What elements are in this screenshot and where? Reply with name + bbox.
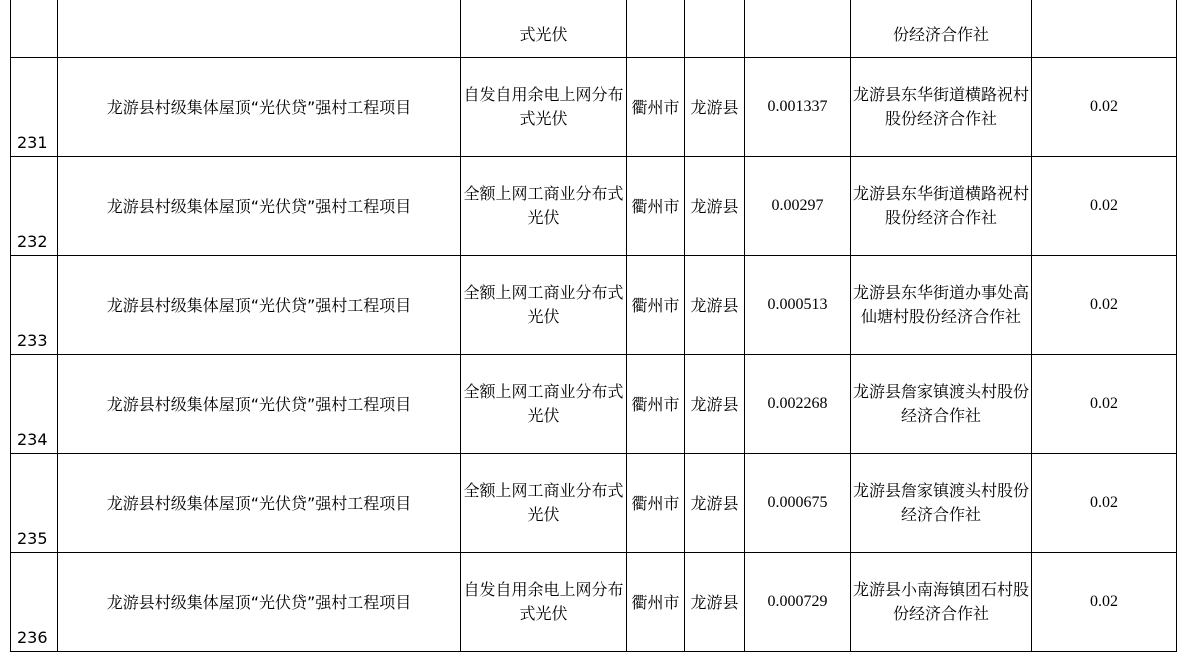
ratio-cell: 0.02: [1032, 255, 1177, 354]
index-cell: 236: [11, 552, 58, 651]
table-row: [11, 156, 1177, 255]
cooperative-cell: 龙游县东华街道横路祝村 股份经济合作社: [851, 57, 1032, 156]
capacity-cell: 0.00297: [745, 156, 851, 255]
county-cell: [685, 0, 745, 57]
capacity-cell: 0.000513: [745, 255, 851, 354]
ratio-cell: 0.02: [1032, 57, 1177, 156]
project-name-cell: 龙游县村级集体屋顶“光伏贷”强村工程项目: [58, 255, 461, 354]
capacity-cell: 0.001337: [745, 57, 851, 156]
county-cell: 龙游县: [685, 552, 745, 651]
cooperative-cell: 龙游县詹家镇渡头村股份 经济合作社: [851, 354, 1032, 453]
ratio-cell: [1032, 0, 1177, 57]
city-cell: 衢州市: [627, 57, 685, 156]
ratio-cell: 0.02: [1032, 552, 1177, 651]
county-cell: 龙游县: [685, 255, 745, 354]
ratio-cell: 0.02: [1032, 354, 1177, 453]
capacity-cell: [745, 0, 851, 57]
project-name-cell: 龙游县村级集体屋顶“光伏贷”强村工程项目: [58, 453, 461, 552]
cooperative-cell: 龙游县小南海镇团石村股 份经济合作社: [851, 552, 1032, 651]
table-row: [11, 255, 1177, 354]
capacity-cell: 0.000729: [745, 552, 851, 651]
table-row: [11, 0, 1177, 57]
project-name-cell: 龙游县村级集体屋顶“光伏贷”强村工程项目: [58, 552, 461, 651]
cooperative-cell: 龙游县詹家镇渡头村股份 经济合作社: [851, 453, 1032, 552]
city-cell: [627, 0, 685, 57]
city-cell: 衢州市: [627, 552, 685, 651]
project-type-cell: 全额上网工商业分布式 光伏: [461, 453, 627, 552]
index-cell: 233: [11, 255, 58, 354]
city-cell: 衢州市: [627, 354, 685, 453]
county-cell: 龙游县: [685, 354, 745, 453]
project-type-cell: 自发自用余电上网分布 式光伏: [461, 552, 627, 651]
ratio-cell: 0.02: [1032, 156, 1177, 255]
project-name-cell: 龙游县村级集体屋顶“光伏贷”强村工程项目: [58, 156, 461, 255]
cooperative-cell: 龙游县东华街道横路祝村 股份经济合作社: [851, 156, 1032, 255]
capacity-cell: 0.002268: [745, 354, 851, 453]
project-name-cell: 龙游县村级集体屋顶“光伏贷”强村工程项目: [58, 354, 461, 453]
county-cell: 龙游县: [685, 57, 745, 156]
project-type-cell: 全额上网工商业分布式 光伏: [461, 354, 627, 453]
index-cell: 231: [11, 57, 58, 156]
capacity-cell: 0.000675: [745, 453, 851, 552]
county-cell: 龙游县: [685, 453, 745, 552]
project-name-cell: [58, 0, 461, 57]
table-row: [11, 552, 1177, 651]
county-cell: 龙游县: [685, 156, 745, 255]
project-type-cell: 式光伏: [461, 0, 627, 57]
city-cell: 衢州市: [627, 453, 685, 552]
index-cell: 232: [11, 156, 58, 255]
project-type-cell: 全额上网工商业分布式 光伏: [461, 255, 627, 354]
project-name-cell: 龙游县村级集体屋顶“光伏贷”强村工程项目: [58, 57, 461, 156]
table-row: [11, 57, 1177, 156]
table-row: [11, 354, 1177, 453]
index-cell: 234: [11, 354, 58, 453]
cooperative-cell: 龙游县东华街道办事处高 仙塘村股份经济合作社: [851, 255, 1032, 354]
project-table: [10, 0, 1177, 652]
ratio-cell: 0.02: [1032, 453, 1177, 552]
cooperative-cell: 份经济合作社: [851, 0, 1032, 57]
index-cell: 235: [11, 453, 58, 552]
index-cell: [11, 0, 58, 57]
project-type-cell: 全额上网工商业分布式 光伏: [461, 156, 627, 255]
project-type-cell: 自发自用余电上网分布 式光伏: [461, 57, 627, 156]
table-row: [11, 453, 1177, 552]
city-cell: 衢州市: [627, 255, 685, 354]
city-cell: 衢州市: [627, 156, 685, 255]
